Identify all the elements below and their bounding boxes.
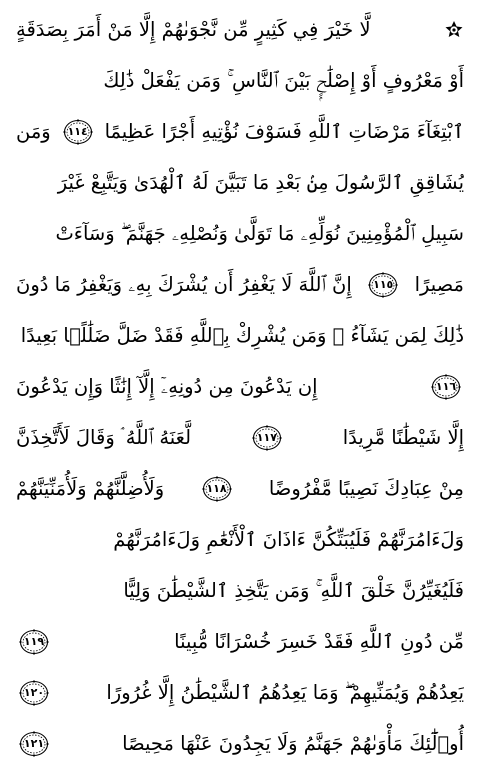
verse-line: [16, 55, 464, 106]
ayah-number-marker: [19, 731, 49, 757]
verse-line: [16, 208, 464, 259]
verse-text: يَعِدُهُمْ وَيُمَنِّيهِمْ ۖ وَمَا يَعِدُهُمُ ٱلشَّيْطَٰنُ إِلَّا غُرُورًا: [106, 681, 464, 704]
verse-text: وَلَأُضِلَّنَّهُمْ وَلَأُمَنِّيَنَّهُمْ: [16, 477, 165, 500]
verse-text: فَلَيُغَيِّرُنَّ خَلْقَ ٱللَّهِ ۚ وَمَن يَتَّخِذِ ٱلشَّيْطَٰنَ وَلِيًّا: [123, 579, 464, 602]
verse-line: [16, 310, 464, 361]
hizb-marker-icon: [444, 20, 464, 40]
verse-line: [16, 718, 464, 769]
verse-line: [16, 667, 464, 718]
verse-line: [16, 514, 464, 565]
verse-text: مِّن دُونِ ٱللَّهِ فَقَدْ خَسِرَ خُسْرَانًا مُّبِينًا: [174, 630, 464, 653]
ayah-number: ١١٤: [67, 125, 88, 138]
verse-text: إِنَّ ٱللَّهَ لَا يَغْفِرُ أَن يُشْرَكَ بِهِۦ وَيَغْفِرُ مَا دُونَ: [16, 273, 352, 296]
verse-text: وَلَءَامُرَنَّهُمْ فَلَيُبَتِّكُنَّ ءَاذَانَ ٱلْأَنْعَٰمِ وَلَءَامُرَنَّهُمْ: [113, 528, 464, 551]
ayah-number: ١١٩: [23, 635, 45, 648]
ayah-number: ١٢١: [23, 737, 45, 750]
verse-text: لَّا خَيْرَ فِي كَثِيرٍ مِّن نَّجْوَىٰهُمْ إِلَّا مَنْ أَمَرَ بِصَدَقَةٍ: [16, 18, 371, 41]
verse-lines: [16, 4, 464, 769]
ayah-number-marker: [63, 119, 93, 145]
ayah-number-marker: [19, 629, 49, 655]
verse-line: [16, 565, 464, 616]
verse-line: [16, 361, 464, 412]
verse-text: وَمَن: [16, 120, 51, 143]
verse-text: أَوْ مَعْرُوفٍ أَوْ إِصْلَٰحٍۭ بَيْنَ ٱلنَّاسِ ۚ وَمَن يَفْعَلْ ذَٰلِكَ: [103, 69, 464, 92]
ayah-number: ١١٧: [256, 431, 277, 444]
verse-text: أُو۟لَٰٓئِكَ مَأْوَىٰهُمْ جَهَنَّمُ وَلَا يَجِدُونَ عَنْهَا مَحِيصًا: [122, 732, 464, 755]
verse-text: إِن يَدْعُونَ مِن دُونِهِۦٓ إِلَّآ إِنَٰثًا وَإِن يَدْعُونَ: [16, 375, 318, 398]
ayah-number: ١١٨: [206, 482, 227, 495]
verse-text: يُشَاقِقِ ٱلرَّسُولَ مِنۢ بَعْدِ مَا تَبَيَّنَ لَهُ ٱلْهُدَىٰ وَيَتَّبِعْ غَيْرَ: [57, 171, 464, 194]
verse-line: [16, 463, 464, 514]
verse-line: [16, 4, 464, 55]
ayah-number-marker: [252, 425, 282, 451]
ayah-number-marker: [431, 374, 461, 400]
verse-text: ذَٰلِكَ لِمَن يَشَآءُ ۚ وَمَن يُشْرِكْ بِٱللَّهِ فَقَدْ ضَلَّ ضَلَٰلًۢا بَعِيدًا: [20, 324, 464, 347]
verse-text: ٱبْتِغَآءَ مَرْضَاتِ ٱللَّهِ فَسَوْفَ نُؤْتِيهِ أَجْرًا عَظِيمًا: [104, 120, 464, 143]
verse-line: [16, 157, 464, 208]
verse-line: [16, 412, 464, 463]
ayah-number: ١٢٠: [23, 686, 45, 699]
verse-text: مِنْ عِبَادِكَ نَصِيبًا مَّفْرُوضًا: [268, 477, 464, 500]
ayah-number-marker: [202, 476, 232, 502]
ayah-number: ١١٥: [373, 278, 394, 291]
verse-text: سَبِيلِ ٱلْمُؤْمِنِينَ نُوَلِّهِۦ مَا تَوَلَّىٰ وَنُصْلِهِۦ جَهَنَّمَ ۖ وَسَآءَتْ: [55, 222, 464, 245]
ayah-number-marker: [19, 680, 49, 706]
verse-line: [16, 259, 464, 310]
verse-text: إِلَّا شَيْطَٰنًا مَّرِيدًا: [342, 426, 464, 449]
verse-line: [16, 616, 464, 667]
verse-text: لَّعَنَهُ ٱللَّهُ ۘ وَقَالَ لَأَتَّخِذَنَّ: [16, 426, 192, 449]
ayah-number: ١١٦: [435, 380, 457, 393]
verse-line: [16, 106, 464, 157]
verse-text: مَصِيرًا: [414, 273, 464, 296]
ayah-number-marker: [368, 272, 398, 298]
